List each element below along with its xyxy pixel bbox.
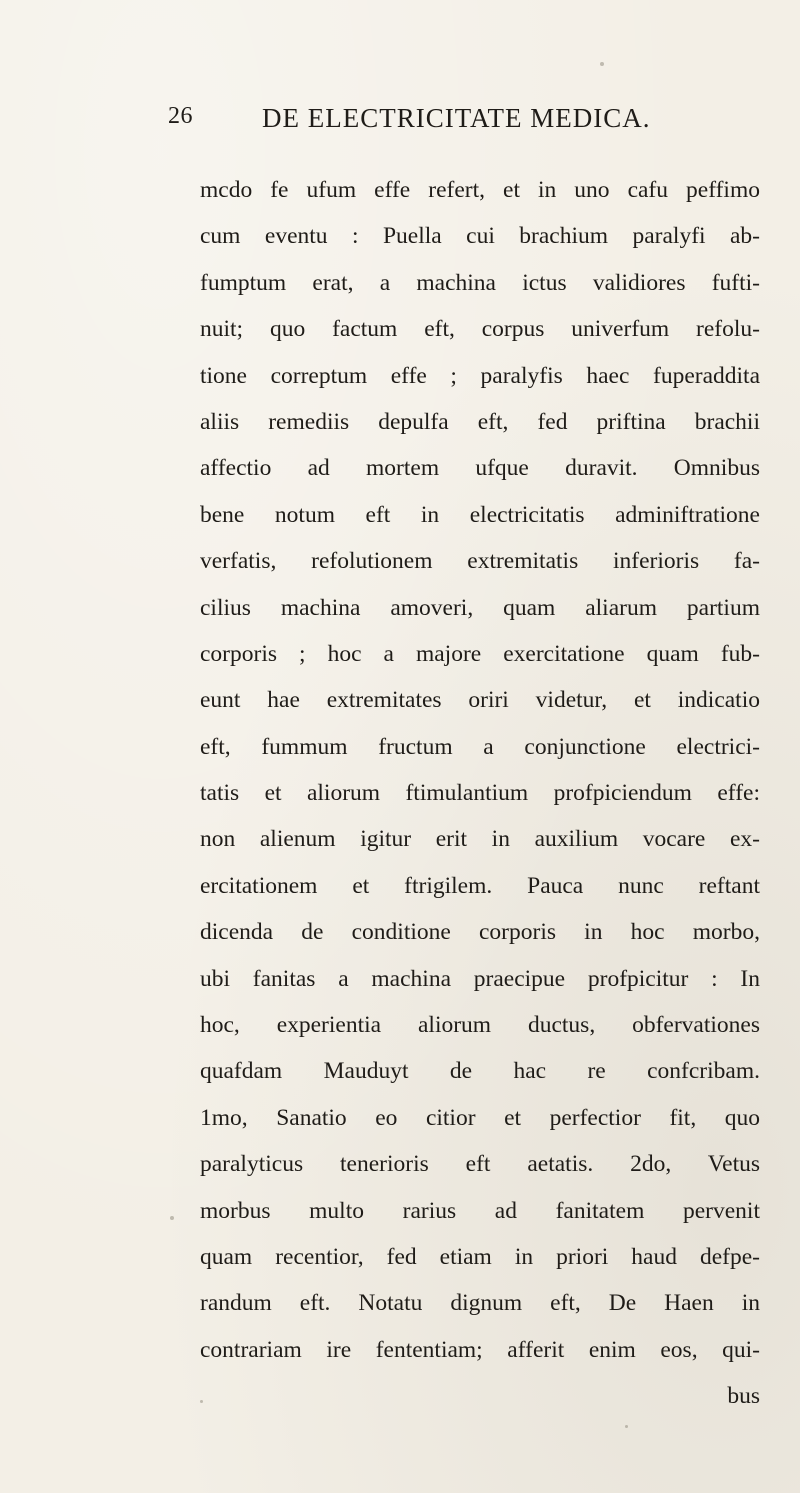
text-line: eunt hae extremitates oriri videtur, et indicatio <box>200 687 760 714</box>
catchword: bus <box>727 1383 760 1410</box>
text-line: eft, fummum fructum a conjunctione electrici- <box>200 733 760 760</box>
page-header <box>168 103 728 143</box>
text-line: verfatis, refolutionem extremitatis inferioris fa- <box>200 548 760 575</box>
text-line: aliis remediis depulfa eft, fed priftina brachii <box>200 408 760 435</box>
text-line: corporis ; hoc a majore exercitatione quam fub- <box>200 640 760 667</box>
text-line: fumptum erat, a machina ictus validiores fufti- <box>200 269 760 296</box>
text-line: non alienum igitur erit in auxilium vocare ex- <box>200 826 760 853</box>
text-line: tione correptum effe ; paralyfis haec fuperaddita <box>200 362 760 389</box>
text-line: quam recentior, fed etiam in priori haud defpe- <box>200 1243 760 1270</box>
page-number: 26 <box>168 103 193 129</box>
paper-speck <box>200 1400 203 1403</box>
text-line: cum eventu : Puella cui brachium paralyfi ab- <box>200 223 760 250</box>
text-line: quafdam Mauduyt de hac re confcribam. <box>200 1058 760 1085</box>
body-text <box>200 167 760 1420</box>
text-line: bene notum eft in electricitatis adminiftratione <box>200 501 760 528</box>
paper-speck <box>170 1216 174 1220</box>
text-line: dicenda de conditione corporis in hoc morbo, <box>200 919 760 946</box>
text-line: hoc, experientia aliorum ductus, obfervationes <box>200 1012 760 1039</box>
text-line: ercitationem et ftrigilem. Pauca nunc reftant <box>200 872 760 899</box>
running-head: DE ELECTRICITATE MEDICA. <box>262 103 651 133</box>
paper-speck <box>600 62 604 66</box>
text-line: cilius machina amoveri, quam aliarum partium <box>200 594 760 621</box>
text-line: 1mo, Sanatio eo citior et perfectior fit, quo <box>200 1104 760 1131</box>
text-line: nuit; quo factum eft, corpus univerfum refolu- <box>200 316 760 343</box>
paper-speck <box>625 1425 628 1428</box>
text-line: ubi fanitas a machina praecipue profpicitur : In <box>200 965 760 992</box>
text-line: tatis et aliorum ftimulantium profpiciendum effe: <box>200 780 760 807</box>
text-line: contrariam ire fententiam; afferit enim eos, qui- <box>200 1336 760 1363</box>
text-line: affectio ad mortem ufque duravit. Omnibus <box>200 455 760 482</box>
text-line: paralyticus tenerioris eft aetatis. 2do, Vetus <box>200 1151 760 1178</box>
text-line: randum eft. Notatu dignum eft, De Haen in <box>200 1290 760 1317</box>
text-line: morbus multo rarius ad fanitatem pervenit <box>200 1197 760 1224</box>
text-line: mcdo fe ufum effe refert, et in uno cafu peffimo <box>200 177 760 203</box>
